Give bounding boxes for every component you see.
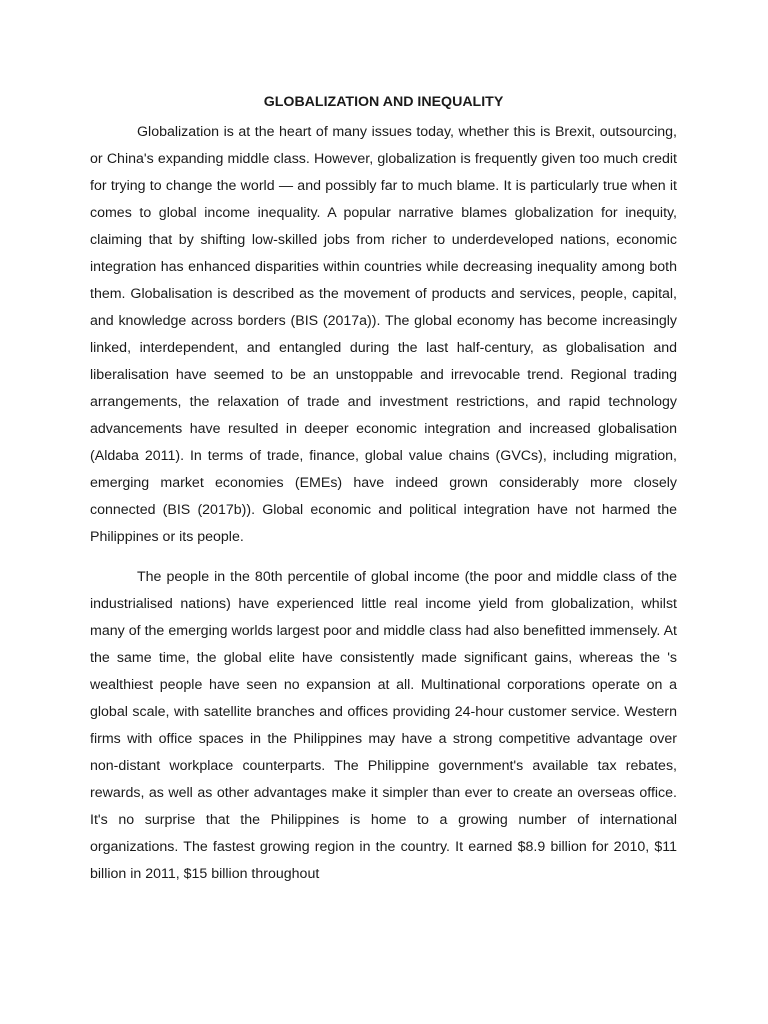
document-page — [90, 90, 677, 888]
document-title: GLOBALIZATION AND INEQUALITY — [263, 94, 504, 110]
body-paragraph-2: The people in the 80th percentile of global income (the poor and middle class of the industrialised nations) have experienced little real income yield from globalization, whilst many of the emerging worlds largest poor and middle class had also benefitted immensely. At the same time, the global elite have consistently made significant gains, whereas the 's wealthiest people have seen no expansion at all. Multinational corporations operate on a global scale, with satellite branches and offices providing 24-hour customer service. Western firms with office spaces in the Philippines may have a strong competitive advantage over non-distant workplace counterparts. The Philippine government's available tax rebates, rewards, as well as other advantages make it simpler than ever to create an overseas office. It's no surprise that the Philippines is home to a growing number of international organizations. The fastest growing region in the country. It earned $8.9 billion for 2010, $11 billion in 2011, $15 billion throughout — [90, 569, 677, 882]
body-paragraph-1: Globalization is at the heart of many issues today, whether this is Brexit, outsourcing, or China's expanding middle class. However, globalization is frequently given too much credit for trying to change the world — and possibly far to much blame. It is particularly true when it comes to global income inequality. A popular narrative blames globalization for inequity, claiming that by shifting low-skilled jobs from richer to underdeveloped nations, economic integration has enhanced disparities within countries while decreasing inequality among both them. Globalisation is described as the movement of products and services, people, capital, and knowledge across borders (BIS (2017a)). The global economy has become increasingly linked, interdependent, and entangled during the last half-century, as globalisation and liberalisation have seemed to be an unstoppable and irrevocable trend. Regional trading arrangements, the relaxation of trade and investment restrictions, and rapid technology advancements have resulted in deeper economic integration and increased globalisation (Aldaba 2011). In terms of trade, finance, global value chains (GVCs), including migration, emerging market economies (EMEs) have indeed grown considerably more closely connected (BIS (2017b)). Global economic and political integration have not harmed the Philippines or its people. — [90, 124, 677, 545]
